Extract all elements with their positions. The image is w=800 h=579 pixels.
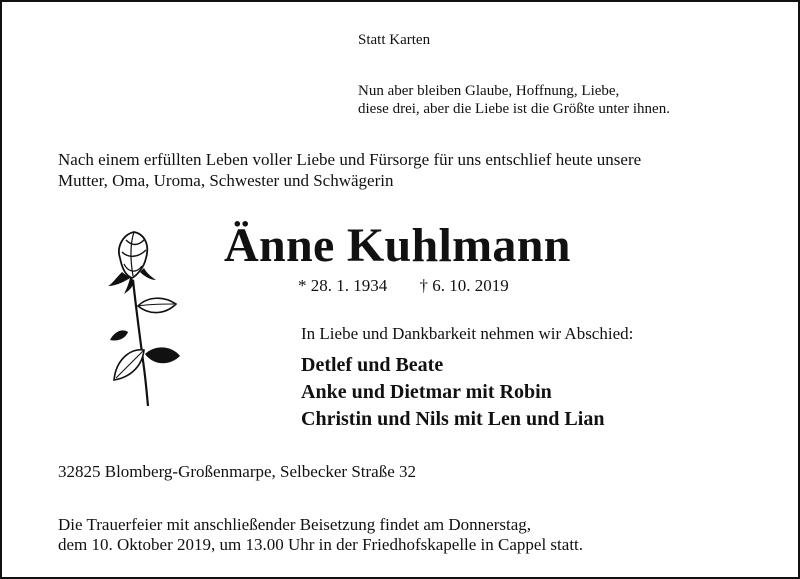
address: 32825 Blomberg-Großenmarpe, Selbecker Straße 32 — [58, 462, 417, 481]
intro-text — [58, 149, 641, 191]
intro-line: Nach einem erfüllten Leben voller Liebe und Fürsorge für uns entschlief heute unsere — [58, 150, 642, 169]
header-text: Statt Karten — [358, 32, 431, 48]
farewell-text: In Liebe und Dankbarkeit nehmen wir Abschied: — [301, 324, 634, 343]
family-list — [301, 352, 604, 433]
verse-line: Nun aber bleiben Glaube, Hoffnung, Liebe, — [358, 83, 620, 99]
rose-icon — [100, 228, 190, 408]
family-member: Anke und Dietmar mit Robin — [301, 381, 552, 403]
family-member: Christin und Nils mit Len und Lian — [301, 408, 605, 430]
deceased-name: Änne Kuhlmann — [224, 219, 571, 272]
family-member: Detlef und Beate — [301, 354, 444, 376]
funeral-info — [58, 515, 583, 555]
birth-date: * 28. 1. 1934 — [298, 276, 388, 295]
funeral-line: dem 10. Oktober 2019, um 13.00 Uhr in der Friedhofskapelle in Cappel statt. — [58, 535, 584, 554]
death-date: † 6. 10. 2019 — [419, 276, 509, 295]
bible-verse — [358, 82, 670, 118]
verse-line: diese drei, aber die Liebe ist die Größte unter ihnen. — [358, 101, 670, 117]
funeral-line: Die Trauerfeier mit anschließender Beisetzung findet am Donnerstag, — [58, 515, 532, 534]
life-dates — [298, 276, 509, 296]
intro-line: Mutter, Oma, Uroma, Schwester und Schwägerin — [58, 171, 394, 190]
